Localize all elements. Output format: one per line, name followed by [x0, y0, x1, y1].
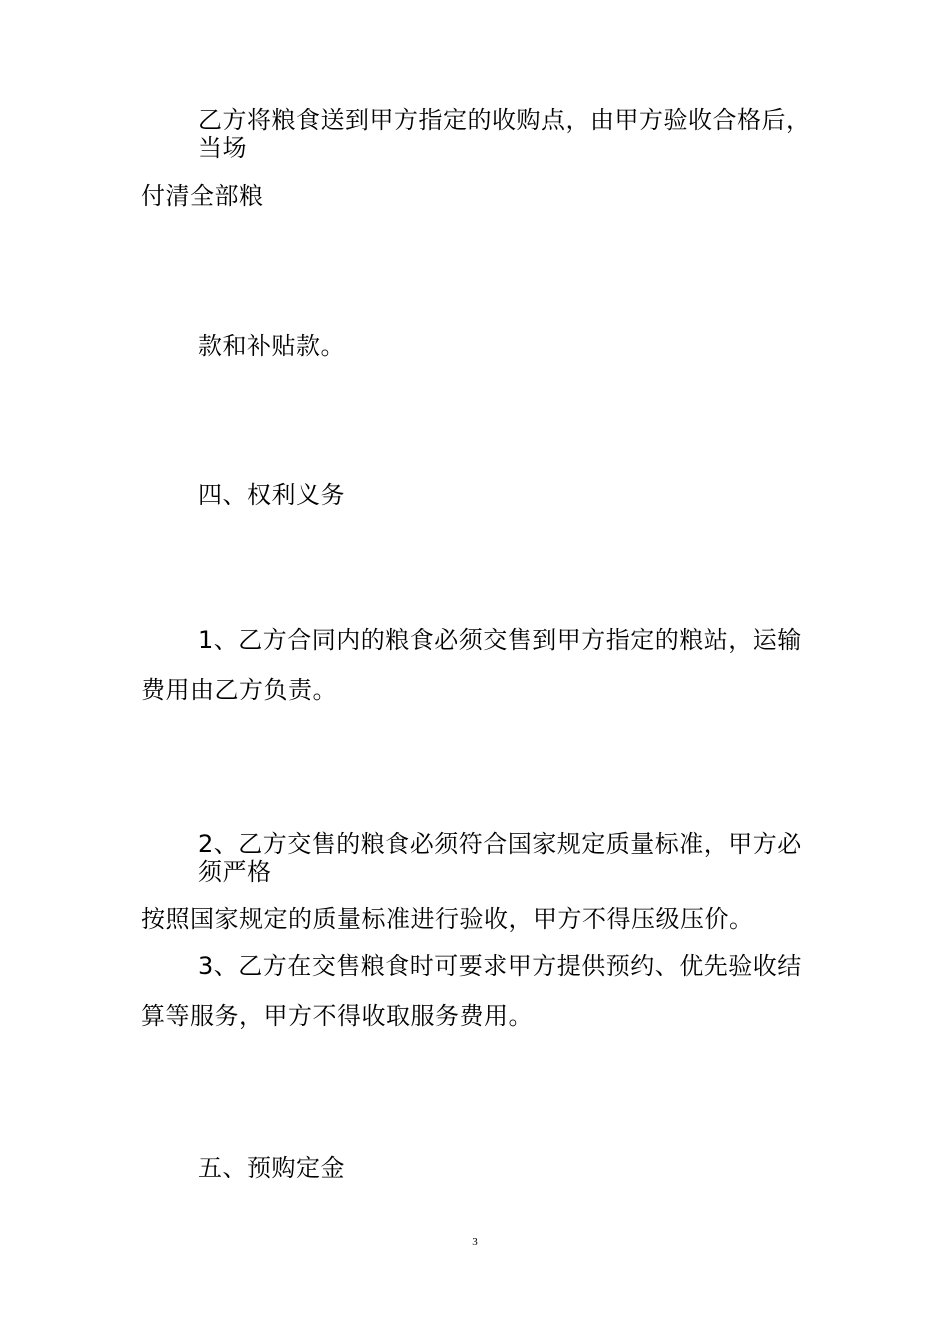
- paragraph-line: 当场: [198, 134, 247, 162]
- paragraph-line: 按照国家规定的质量标准进行验收，甲方不得压级压价。: [141, 905, 754, 933]
- paragraph-line: 2、乙方交售的粮食必须符合国家规定质量标准，甲方必: [198, 830, 802, 858]
- paragraph-line: 3、乙方在交售粮食时可要求甲方提供预约、优先验收结: [198, 952, 802, 980]
- paragraph-line: 乙方将粮食送到甲方指定的收购点，由甲方验收合格后，: [198, 106, 811, 134]
- section-heading: 四、权利义务: [198, 481, 345, 509]
- paragraph-line: 须严格: [198, 858, 272, 886]
- paragraph-line: 费用由乙方负责。: [141, 676, 337, 704]
- paragraph-line: 1、乙方合同内的粮食必须交售到甲方指定的粮站，运输: [198, 626, 802, 654]
- paragraph-line: 款和补贴款。: [198, 332, 345, 360]
- page-number: 3: [472, 1236, 478, 1248]
- paragraph-line: 付清全部粮: [141, 182, 264, 210]
- paragraph-line: 算等服务，甲方不得收取服务费用。: [141, 1002, 533, 1030]
- section-heading: 五、预购定金: [198, 1154, 345, 1182]
